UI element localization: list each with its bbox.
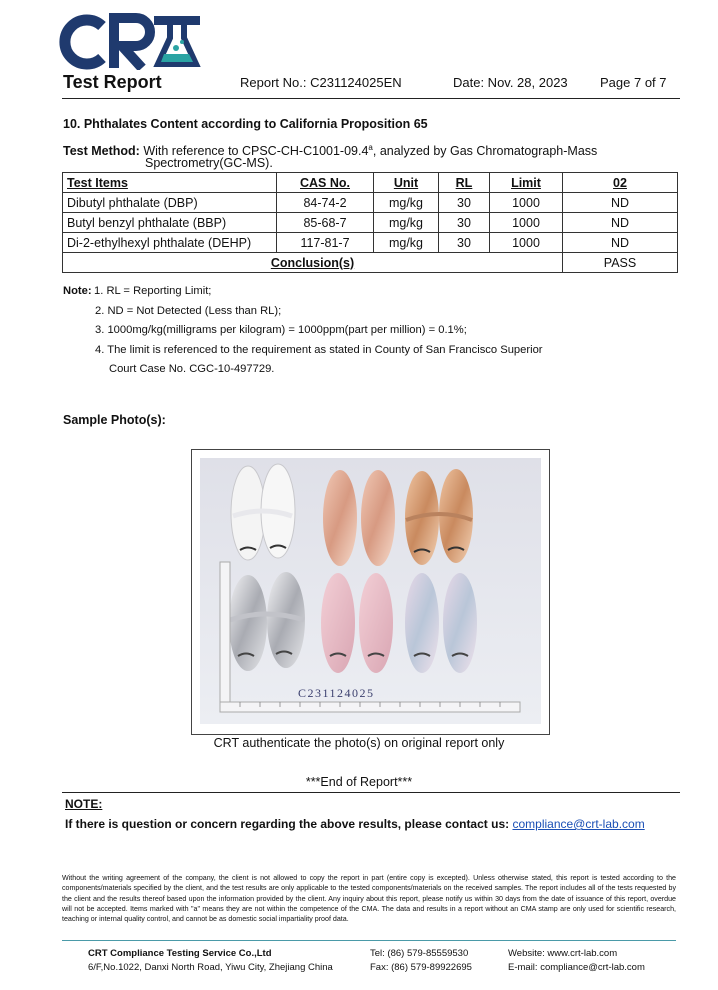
cell-unit: mg/kg [374,213,439,233]
note-item: 3. 1000mg/kg(milligrams per kilogram) = 1000ppm(part per million) = 0.1%; [95,324,467,336]
page-indicator: Page 7 of 7 [600,75,667,90]
header-divider [62,98,680,99]
table-row [63,213,678,233]
test-method-sup: a [368,143,373,152]
end-divider [62,792,680,793]
cell-test-item: Dibutyl phthalate (DBP) [63,193,277,213]
footer-company: CRT Compliance Testing Service Co.,Ltd [88,948,272,959]
col-sample-02: 02 [563,173,678,193]
footer-email: E-mail: compliance@crt-lab.com [508,962,645,973]
test-method-text: With reference to CPSC-CH-C1001-09.4 [143,144,369,159]
notes-label: Note: [63,285,92,297]
cell-rl: 30 [439,193,490,213]
note-item: 4. The limit is referenced to the requirement as stated in County of San Francisco Superior [95,343,543,356]
note-item: Court Case No. CGC-10-497729. [109,363,275,375]
shoes-illustration [200,458,541,724]
disclaimer-text: Without the writing agreement of the company, the client is not allowed to copy the report in part (entire copy is excepted). Unless otherwise stated, this report is tested according to the components/materials specified by the client, and the test results are only applicable to the tested components/materials on the received samples. The report includes all of the tests requested by the client and the results thereof based upon the information provided by the client. Any inquiry about this report, please notify us within 30 days from the date of issuance of this report, overdue will not be accepted. Items marked with "a" means they are not within the competence of the CMA. The data and results in a report without an CMA stamp are only used for scientific research, teaching or internal quality control, and cannot be as domestic social impartiality proof data. [62,874,676,924]
table-row [63,193,678,213]
report-date: Date: Nov. 28, 2023 [453,75,568,90]
note-heading: NOTE: [65,797,103,811]
end-of-report: ***End of Report*** [305,775,413,789]
note-item: 2. ND = Not Detected (Less than RL); [95,304,282,317]
notes-block [63,282,683,382]
cell-unit: mg/kg [374,233,439,253]
cell-cas-no: 84-74-2 [277,193,374,213]
cell-result: ND [563,213,678,233]
contact-text: If there is question or concern regarding the above results, please contact us: [65,817,510,831]
cell-result: ND [563,193,678,213]
logo-graphic [58,12,208,70]
photo-caption: CRT authenticate the photo(s) on original report only [213,736,505,750]
sample-label: C231124025 [298,686,375,700]
contact-line [65,817,645,831]
report-title: Test Report [63,72,162,92]
section-title: 10. Phthalates Content according to California Proposition 65 [63,117,428,131]
conclusion-value: PASS [563,253,678,273]
footer-web-block [508,947,645,975]
col-cas-no: CAS No. [277,173,374,193]
table-row [63,233,678,253]
cell-limit: 1000 [490,233,563,253]
report-number: Report No.: C231124025EN [240,75,402,90]
sample-photo-title: Sample Photo(s): [63,413,166,427]
cell-unit: mg/kg [374,193,439,213]
col-unit: Unit [374,173,439,193]
cell-test-item: Butyl benzyl phthalate (BBP) [63,213,277,233]
company-logo [58,12,208,68]
conclusion-label: Conclusion(s) [63,253,563,273]
col-limit: Limit [490,173,563,193]
note-item: 1. RL = Reporting Limit; [94,285,212,297]
conclusion-row [63,253,678,273]
sample-photo [200,458,541,724]
cell-cas-no: 117-81-7 [277,233,374,253]
cell-test-item: Di-2-ethylhexyl phthalate (DEHP) [63,233,277,253]
cell-limit: 1000 [490,213,563,233]
cell-result: ND [563,233,678,253]
col-test-items: Test Items [63,173,277,193]
col-rl: RL [439,173,490,193]
cell-rl: 30 [439,213,490,233]
cell-cas-no: 85-68-7 [277,213,374,233]
footer-divider [62,940,676,941]
test-method-label: Test Method: [63,144,140,159]
footer-fax: Fax: (86) 579-89922695 [370,962,472,973]
footer-phone-block [370,947,472,975]
cell-limit: 1000 [490,193,563,213]
footer-company-block [88,947,333,975]
footer-website: Website: www.crt-lab.com [508,948,618,959]
test-method-line2: Spectrometry(GC-MS). [145,156,273,170]
test-method-text-cont: , analyzed by Gas Chromatograph-Mass [372,144,598,159]
contact-email-link[interactable]: compliance@crt-lab.com [512,817,645,831]
cell-rl: 30 [439,233,490,253]
results-table [62,172,678,273]
footer-address: 6/F,No.1022, Danxi North Road, Yiwu City, Zhejiang China [88,962,333,973]
table-header-row [63,173,678,193]
footer-tel: Tel: (86) 579-85559530 [370,948,469,959]
